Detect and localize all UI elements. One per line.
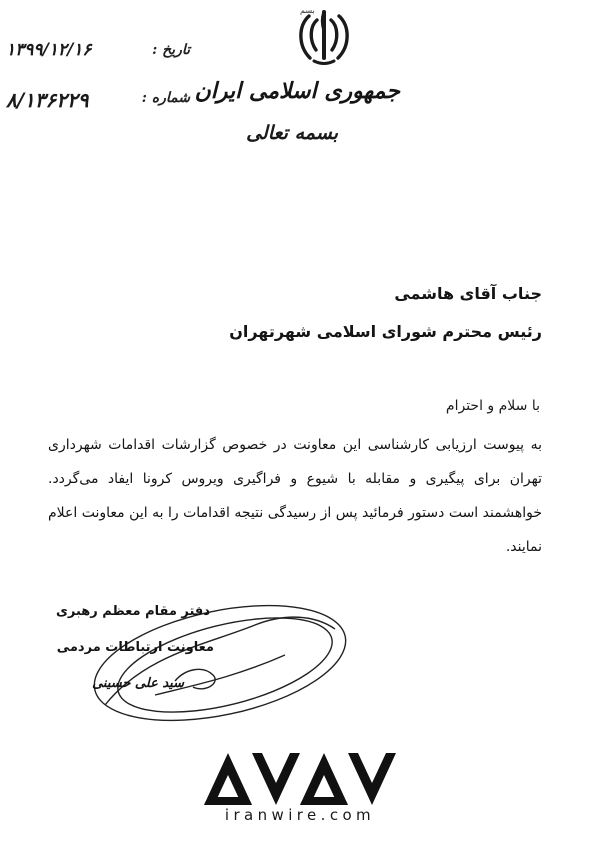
signature-role: معاونت ارتباطات مردمی <box>56 640 214 655</box>
letter-body: به پیوست ارزیابی کارشناسی این معاونت در خصوص گزارشات اقدامات شهرداری تهران برای پیگیری و مقابله با شیوع و فراگیری ویروس کرونا ایفاد می‌گردد. خواهشمند است دستور فرمائید پس از رسیدگی نتیجه اقدامات را به این معاونت اعلام نمایند. <box>48 437 542 555</box>
number-field <box>0 88 200 114</box>
date-label: تاریخ : <box>152 42 190 58</box>
iranwire-logo-icon <box>204 753 396 805</box>
letter-number-label: شماره : <box>141 90 190 106</box>
date-field <box>0 40 200 66</box>
bismillah-heading: بسمه تعالی <box>246 122 338 144</box>
watermark-site: iranwire.com <box>224 806 376 824</box>
signature-name: سید علی حسینی <box>92 676 184 691</box>
date-value: ۱۳۹۹/۱۲/۱۶ <box>6 40 92 60</box>
signature-office: دفتر مقام معظم رهبری <box>55 604 210 619</box>
top-mark: بسم <box>300 6 315 15</box>
iran-emblem-icon <box>292 6 356 70</box>
addressee-name: جناب آقای هاشمی <box>394 284 542 303</box>
greeting: با سلام و احترام <box>445 398 540 414</box>
addressee-title: رئیس محترم شورای اسلامی شهرتهران <box>229 322 542 341</box>
letter-number-value: ۸/۱۳۶۲۲۹ <box>6 88 89 112</box>
republic-title: جمهوری اسلامی ایران <box>194 78 400 104</box>
